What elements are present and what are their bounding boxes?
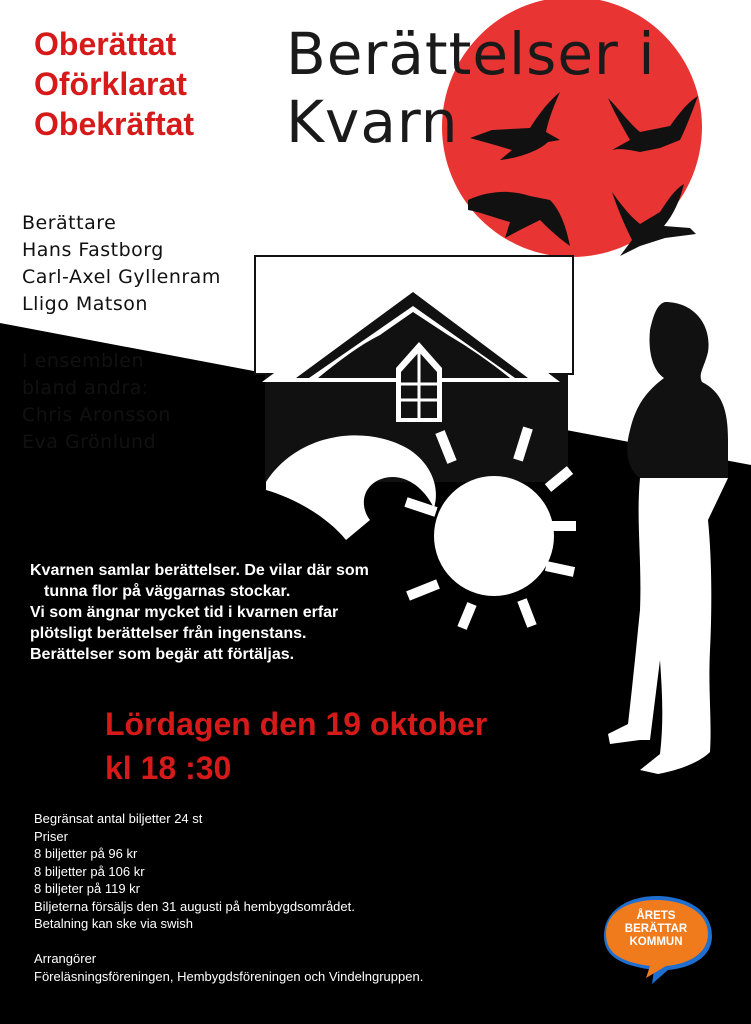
logo-line: ÅRETS xyxy=(636,910,676,922)
tagline-line: Oförklarat xyxy=(34,66,187,102)
ticket-line: Biljeterna försäljs den 31 augusti på hembygdsområdet. xyxy=(34,898,355,914)
event-description xyxy=(30,560,369,665)
ensemble-list xyxy=(22,348,171,456)
event-date: Lördagen den 19 oktober xyxy=(105,706,488,742)
spacer-line xyxy=(34,933,423,951)
event-datetime xyxy=(105,702,487,790)
tagline-line: Oberättat xyxy=(34,26,177,62)
ticket-info xyxy=(34,810,423,985)
storyteller-name: Lligo Matson xyxy=(22,293,148,315)
ensemble-name: Chris Aronsson xyxy=(22,404,171,426)
storytellers-list xyxy=(22,210,221,318)
tagline-line: Obekräftat xyxy=(34,106,195,142)
storyteller-name: Hans Fastborg xyxy=(22,239,164,261)
description-line: tunna flor på väggarnas stockar. xyxy=(44,583,291,600)
description-line: Vi som ängnar mycket tid i kvarnen erfar xyxy=(30,604,339,621)
ticket-line: 8 biljetter på 106 kr xyxy=(34,863,145,879)
description-line: Berättelser som begär att förtäljas. xyxy=(30,646,295,663)
organizers-list: Föreläsningsföreningen, Hembygdsföreningen och Vindelngruppen. xyxy=(34,968,424,984)
tagline xyxy=(34,24,194,144)
logo-text xyxy=(600,910,712,949)
organizers-heading: Arrangörer xyxy=(34,951,97,966)
ticket-line: Begränsat antal biljetter 24 st xyxy=(34,811,203,826)
ticket-line: Priser xyxy=(34,828,68,844)
description-line: Kvarnen samlar berättelser. De vilar där som xyxy=(30,562,369,579)
storytellers-heading: Berättare xyxy=(22,212,117,234)
ticket-line: 8 biljeter på 119 kr xyxy=(34,881,140,896)
ensemble-heading: bland andra: xyxy=(22,377,149,399)
event-time: kl 18 :30 xyxy=(105,750,232,786)
title-line: Berättelser i xyxy=(286,20,656,88)
logo-line: KOMMUN xyxy=(629,936,683,948)
storyteller-name: Carl-Axel Gyllenram xyxy=(22,266,221,288)
logo-line: BERÄTTAR xyxy=(624,923,688,935)
ensemble-name: Eva Grönlund xyxy=(22,431,157,453)
title-line: Kvarn xyxy=(286,88,459,156)
ensemble-heading: I ensemblen xyxy=(22,350,145,372)
description-line: plötsligt berättelser från ingenstans. xyxy=(30,625,307,642)
ticket-line: 8 biljetter på 96 kr xyxy=(34,846,138,861)
poster-title xyxy=(286,20,655,156)
ticket-line: Betalning kan ske via swish xyxy=(34,916,193,931)
